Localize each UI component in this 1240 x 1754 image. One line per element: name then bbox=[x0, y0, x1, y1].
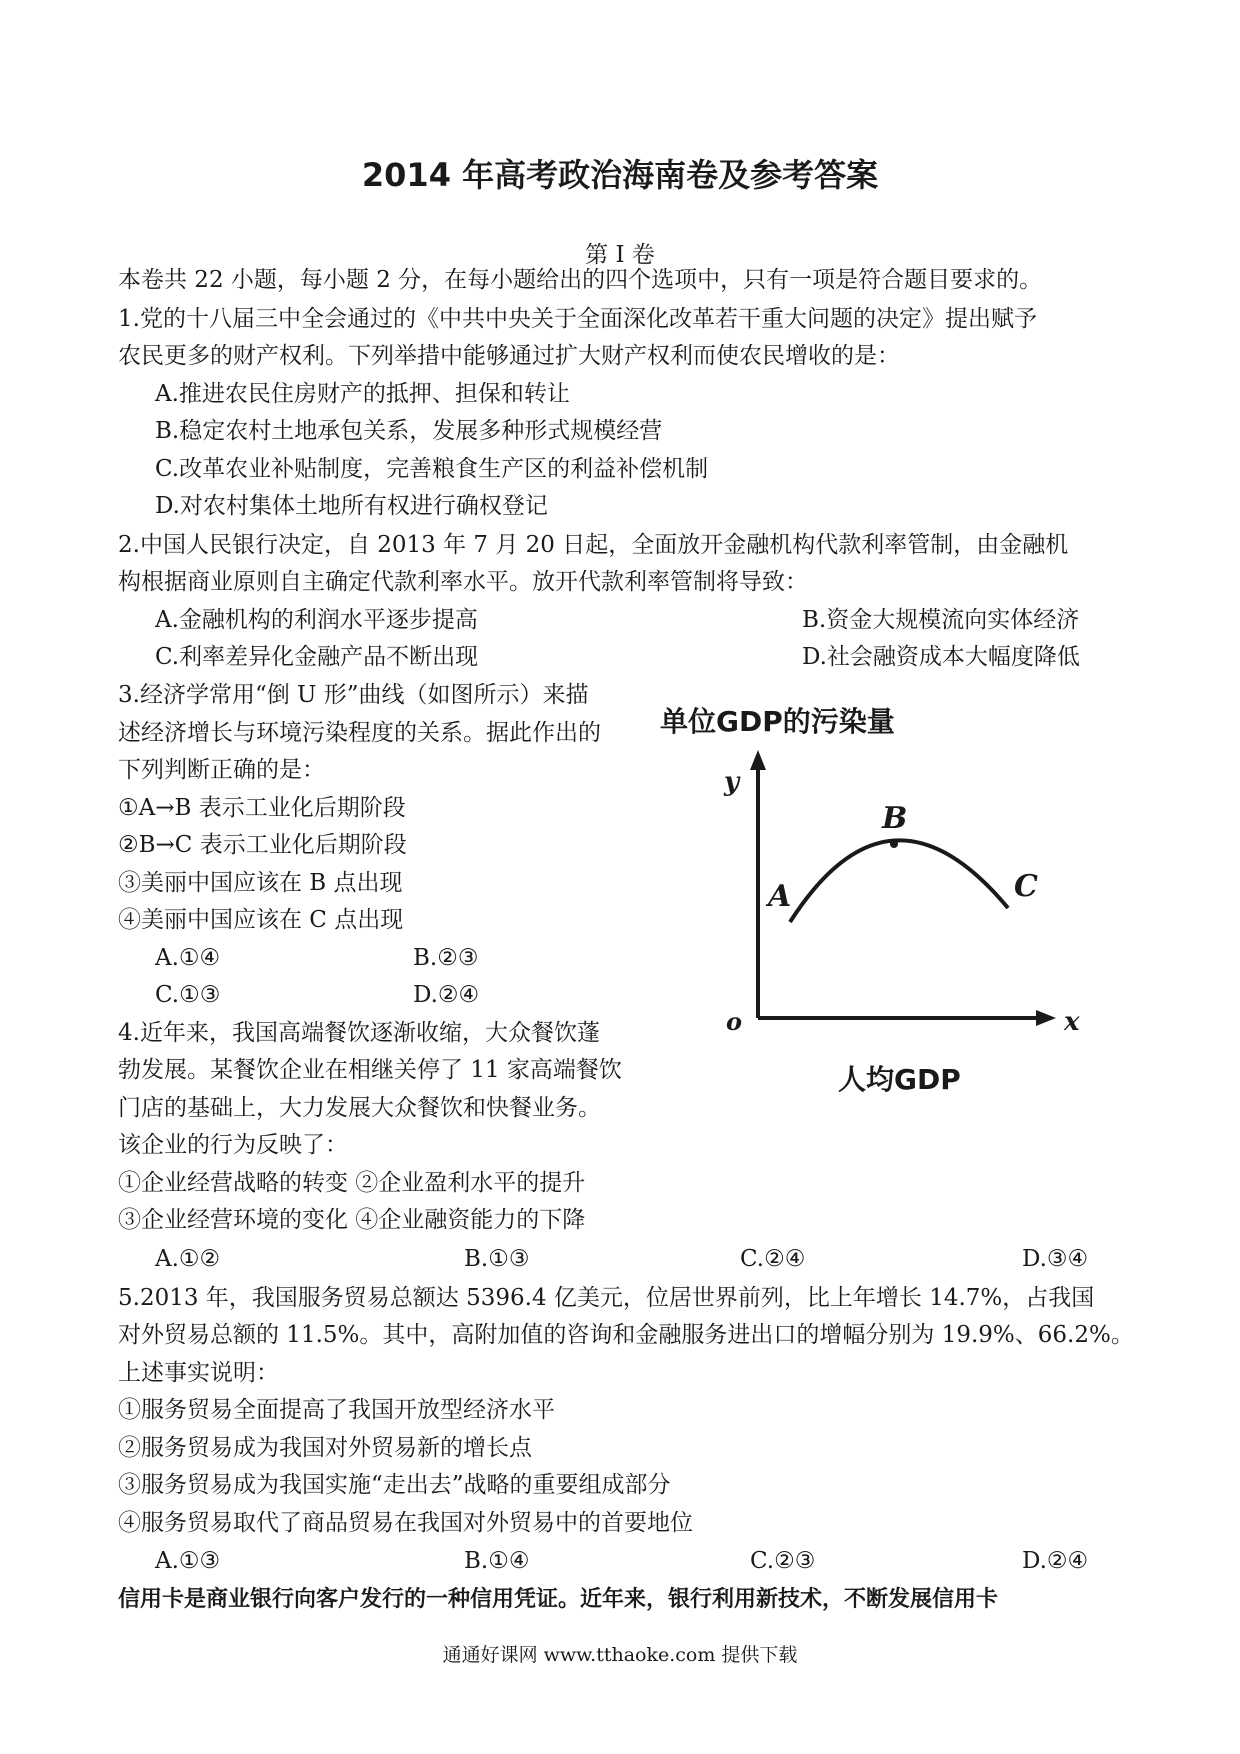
section-heading: 第 I 卷 bbox=[585, 242, 655, 268]
q4-stem-line3: 门店的基础上，大力发展大众餐饮和快餐业务。 bbox=[118, 1095, 601, 1121]
q5-option-a: A.①③ bbox=[155, 1548, 221, 1574]
q5-option-b: B.①④ bbox=[464, 1548, 530, 1574]
q1-stem-line2: 农民更多的财产权利。下列举措中能够通过扩大财产权利而使农民增收的是： bbox=[118, 343, 900, 369]
q2-stem-line2: 构根据商业原则自主确定代款利率水平。放开代款利率管制将导致： bbox=[118, 569, 808, 595]
q1-stem-line1: 1.党的十八届三中全会通过的《中共中央关于全面深化改革若干重大问题的决定》提出赋予 bbox=[118, 306, 1037, 332]
q5-option-d: D.②④ bbox=[1022, 1548, 1089, 1574]
q4-stem-line4: 该企业的行为反映了： bbox=[118, 1132, 348, 1158]
q2-option-d: D.社会融资成本大幅度降低 bbox=[802, 644, 1080, 670]
q3-stem-line2: 述经济增长与环境污染程度的关系。据此作出的 bbox=[118, 720, 601, 746]
point-c-label: C bbox=[1014, 869, 1038, 904]
q3-statement-4: ④美丽中国应该在 C 点出现 bbox=[118, 907, 404, 933]
q4-option-c: C.②④ bbox=[740, 1246, 806, 1272]
point-b-marker bbox=[890, 840, 898, 848]
q5-stem-line3: 上述事实说明： bbox=[118, 1360, 279, 1386]
y-axis-arrow bbox=[750, 750, 766, 770]
footer-source: 通通好课网 www.tthaoke.com 提供下载 bbox=[442, 1644, 798, 1666]
y-axis-label: y bbox=[724, 767, 740, 797]
q5-statement-3: ③服务贸易成为我国实施“走出去”战略的重要组成部分 bbox=[118, 1472, 671, 1498]
q3-option-b: B.②③ bbox=[413, 945, 479, 971]
q1-option-d: D.对农村集体土地所有权进行确权登记 bbox=[155, 493, 548, 519]
figure-x-axis-title: 人均GDP bbox=[838, 1063, 961, 1096]
figure-plot bbox=[660, 700, 1100, 1060]
q2-stem-line1: 2.中国人民银行决定，自 2013 年 7 月 20 日起，全面放开金融机构代款利率管制，由金融机 bbox=[118, 532, 1069, 558]
q4-option-d: D.③④ bbox=[1022, 1246, 1089, 1272]
q5-statement-2: ②服务贸易成为我国对外贸易新的增长点 bbox=[118, 1435, 532, 1461]
q4-stem-line1: 4.近年来，我国高端餐饮逐渐收缩，大众餐饮蓬 bbox=[118, 1020, 600, 1046]
q1-option-a: A.推进农民住房财产的抵押、担保和转让 bbox=[155, 381, 570, 407]
q1-option-c: C.改革农业补贴制度，完善粮食生产区的利益补偿机制 bbox=[155, 456, 709, 482]
q4-option-b: B.①③ bbox=[464, 1246, 530, 1272]
inverted-u-curve bbox=[790, 840, 1008, 922]
q3-statement-1: ①A→B 表示工业化后期阶段 bbox=[118, 795, 406, 821]
x-axis-label: x bbox=[1064, 1007, 1080, 1037]
q1-option-b: B.稳定农村土地承包关系，发展多种形式规模经营 bbox=[155, 418, 663, 444]
point-a-label: A bbox=[768, 879, 792, 914]
q5-statement-1: ①服务贸易全面提高了我国开放型经济水平 bbox=[118, 1397, 555, 1423]
q5-statement-4: ④服务贸易取代了商品贸易在我国对外贸易中的首要地位 bbox=[118, 1510, 693, 1536]
q2-option-b: B.资金大规模流向实体经济 bbox=[802, 607, 1080, 633]
q5-option-c: C.②③ bbox=[750, 1548, 816, 1574]
q3-option-c: C.①③ bbox=[155, 982, 221, 1008]
figure-title: 单位GDP的污染量 bbox=[660, 705, 895, 738]
q3-statement-3: ③美丽中国应该在 B 点出现 bbox=[118, 870, 403, 896]
q2-option-c: C.利率差异化金融产品不断出现 bbox=[155, 644, 479, 670]
point-b-label: B bbox=[882, 801, 908, 836]
q2-option-a: A.金融机构的利润水平逐步提高 bbox=[155, 607, 478, 633]
instructions: 本卷共 22 小题，每小题 2 分，在每小题给出的四个选项中，只有一项是符合题目要求的。 bbox=[118, 267, 1043, 293]
page-title: 2014 年高考政治海南卷及参考答案 bbox=[361, 156, 879, 194]
origin-label: o bbox=[726, 1007, 743, 1036]
q3-stem-line1: 3.经济学常用“倒 U 形”曲线（如图所示）来描 bbox=[118, 682, 589, 708]
x-axis-arrow bbox=[1036, 1010, 1056, 1026]
q3-statement-2: ②B→C 表示工业化后期阶段 bbox=[118, 832, 407, 858]
q5-stem-line2: 对外贸易总额的 11.5%。其中，高附加值的咨询和金融服务进出口的增幅分别为 19.9%、66.2%。 bbox=[118, 1322, 1134, 1348]
q3-stem-line3: 下列判断正确的是： bbox=[118, 757, 325, 783]
q4-statements-3-4: ③企业经营环境的变化 ④企业融资能力的下降 bbox=[118, 1207, 586, 1233]
q5-stem-line1: 5.2013 年，我国服务贸易总额达 5396.4 亿美元，位居世界前列，比上年增长 14.7%，占我国 bbox=[118, 1285, 1095, 1311]
q4-statements-1-2: ①企业经营战略的转变 ②企业盈利水平的提升 bbox=[118, 1170, 586, 1196]
q4-option-a: A.①② bbox=[155, 1246, 221, 1272]
credit-card-passage: 信用卡是商业银行向客户发行的一种信用凭证。近年来，银行利用新技术，不断发展信用卡 bbox=[118, 1587, 999, 1612]
q3-option-d: D.②④ bbox=[413, 982, 480, 1008]
q3-option-a: A.①④ bbox=[155, 945, 221, 971]
q4-stem-line2: 勃发展。某餐饮企业在相继关停了 11 家高端餐饮 bbox=[118, 1057, 622, 1083]
inverted-u-figure bbox=[660, 700, 1100, 1120]
